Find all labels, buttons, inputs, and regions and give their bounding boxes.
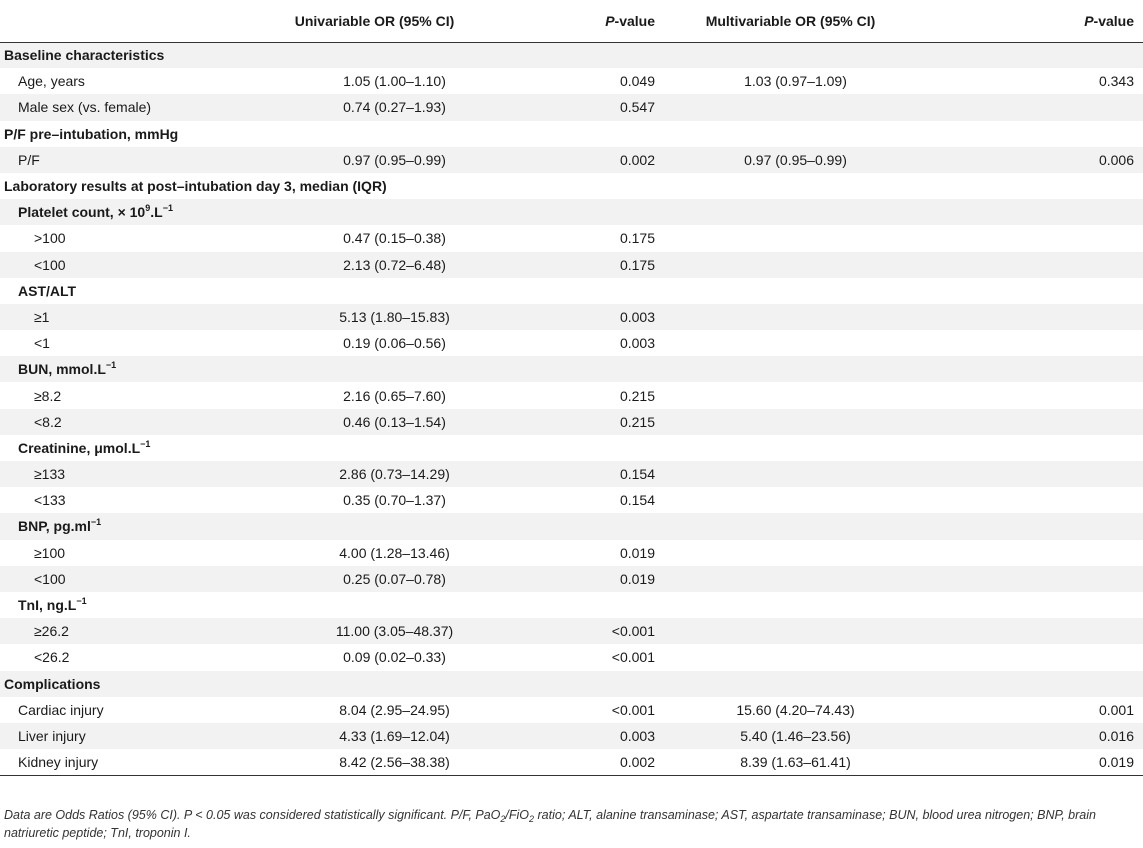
section-row-baseline [0,42,1143,68]
univariable-or-value: 2.16 (0.65–7.60) [343,387,446,404]
multivariable-or-value: 0.97 (0.95–0.99) [744,151,847,168]
univariable-or-value: 0.47 (0.15–0.38) [343,230,446,247]
univariable-or-value: 0.25 (0.07–0.78) [343,570,446,587]
header-p-italic: P [605,12,615,29]
row-label: >100 [34,230,66,247]
subsection-label-text: BNP, pg.ml [18,518,91,535]
univariable-or-value: 2.13 (0.72–6.48) [343,256,446,273]
univariable-or-value: 0.35 (0.70–1.37) [343,492,446,509]
univariable-p-value: 0.215 [619,413,655,430]
multivariable-or-value: 1.03 (0.97–1.09) [744,73,847,90]
subsection-label: AST/ALT [18,282,77,299]
multivariable-or-value: 5.40 (1.46–23.56) [740,727,851,744]
univariable-p-value: 0.003 [619,308,655,325]
univariable-p-value: 0.215 [619,387,655,404]
univariable-p-value: 0.154 [619,492,655,509]
univariable-p-value: 0.003 [619,727,655,744]
table-row-liver-injury [0,723,1143,749]
row-label: <8.2 [34,413,62,430]
header-p2-rest: -value [1093,12,1134,29]
row-label: <26.2 [34,649,70,666]
multivariable-p-value: 0.001 [1098,701,1134,718]
table-footnote [4,806,1139,842]
table-row-ast-ge1 [0,304,1143,330]
subsection-label [0,356,1143,382]
row-label: <100 [34,570,66,587]
table-row-ast-lt1 [0,330,1143,356]
univariable-or-value: 8.42 (2.56–38.38) [339,753,450,770]
table-row-bnp-ge100 [0,540,1143,566]
section-row-laboratory [0,173,1143,199]
row-label: P/F [18,151,40,168]
subsection-label [0,435,1143,461]
subsection-label-text: .L [150,204,163,221]
table-row-creatinine-ge133 [0,461,1143,487]
subsection-label [0,513,1143,539]
univariable-p-value: 0.049 [619,73,655,90]
header-univariable-or: Univariable OR (95% CI) [271,0,478,42]
univariable-p-value: 0.175 [619,230,655,247]
multivariable-p-value: 0.006 [1098,151,1134,168]
subsection-row-tni [0,592,1143,618]
row-label: Kidney injury [18,753,99,770]
univariable-or-value: 1.05 (1.00–1.10) [343,73,446,90]
section-label: Laboratory results at post–intubation day 3, median (IQR) [4,178,387,195]
footnote-text: Data are Odds Ratios (95% CI). P < 0.05 was considered statistically significant. P/F, PaO [4,808,501,822]
section-row-complications [0,671,1143,697]
row-label: ≥8.2 [34,387,62,404]
superscript: −1 [140,438,151,449]
univariable-p-value: 0.019 [619,570,655,587]
superscript: −1 [105,360,117,371]
section-label: Complications [4,675,101,692]
univariable-or-value: 0.09 (0.02–0.33) [343,649,446,666]
univariable-or-value: 5.13 (1.80–15.83) [339,308,450,325]
subscript: 2 [500,814,506,824]
row-label: <1 [34,335,50,352]
table-row-pf [0,147,1143,173]
row-label: <100 [34,256,66,273]
univariable-p-value: 0.175 [619,256,655,273]
univariable-or-value: 11.00 (3.05–48.37) [335,623,454,640]
row-label: Age, years [18,73,85,90]
multivariable-or-value: 8.39 (1.63–61.41) [740,753,851,770]
header-p-rest: -value [614,12,655,29]
subsection-row-platelet [0,199,1143,225]
subsection-label-text: Creatinine, μmol.L [18,439,141,456]
table-row-platelet-gt100 [0,225,1143,251]
section-row-pf [0,121,1143,147]
univariable-or-value: 4.00 (1.28–13.46) [339,544,450,561]
univariable-or-value: 0.74 (0.27–1.93) [343,99,446,116]
univariable-p-value: 0.002 [619,753,655,770]
section-label: P/F pre–intubation, mmHg [4,125,179,142]
subsection-label-text: BUN, mmol.L [18,361,106,378]
univariable-p-value: 0.019 [619,544,655,561]
row-label: ≥100 [34,544,66,561]
table-row-age [0,68,1143,94]
superscript: 9 [145,203,151,214]
table-row-kidney-injury [0,749,1143,775]
univariable-p-value: 0.547 [619,99,655,116]
table-row-creatinine-lt133 [0,487,1143,513]
superscript: −1 [90,517,102,528]
header-univariable-p [478,0,663,42]
table-row-platelet-lt100 [0,252,1143,278]
univariable-p-value: 0.003 [619,335,655,352]
subsection-label-text: TnI, ng.L [18,597,77,614]
univariable-or-value: 2.86 (0.73–14.29) [339,466,450,483]
univariable-or-value: 0.97 (0.95–0.99) [343,151,446,168]
multivariable-p-value: 0.019 [1098,753,1134,770]
multivariable-p-value: 0.343 [1098,73,1134,90]
table-header-row [0,0,1143,42]
table-row-cardiac-injury [0,697,1143,723]
header-p2-italic: P [1084,12,1094,29]
subsection-label-text: Platelet count, × 10 [18,204,146,221]
subsection-row-ast-alt [0,278,1143,304]
table-row-bnp-lt100 [0,566,1143,592]
univariable-p-value: <0.001 [611,649,655,666]
subsection-label [0,592,1143,618]
header-multivariable-p [918,0,1143,42]
subsection-row-bun [0,356,1143,382]
univariable-or-value: 8.04 (2.95–24.95) [339,701,450,718]
table-row-tni-ge26 [0,618,1143,644]
row-label: ≥26.2 [34,623,69,640]
row-label: Liver injury [18,727,86,744]
univariable-p-value: <0.001 [611,623,655,640]
header-variable [0,0,271,42]
row-label: Cardiac injury [18,701,104,718]
univariable-or-value: 0.46 (0.13–1.54) [343,413,446,430]
row-label: Male sex (vs. female) [18,99,152,116]
univariable-or-value: 0.19 (0.06–0.56) [343,335,446,352]
subscript: 2 [529,814,535,824]
univariable-p-value: 0.002 [619,151,655,168]
row-label: ≥133 [34,466,66,483]
superscript: −1 [76,596,87,607]
row-label: <133 [34,492,66,509]
row-label: ≥1 [34,308,50,325]
univariable-p-value: <0.001 [611,701,655,718]
table-row-tni-lt26 [0,644,1143,670]
table-row-bun-ge8 [0,382,1143,408]
subsection-row-creatinine [0,435,1143,461]
subsection-label [0,199,1143,225]
univariable-or-value: 4.33 (1.69–12.04) [339,727,450,744]
superscript: −1 [162,203,173,214]
subsection-row-bnp [0,513,1143,539]
multivariable-p-value: 0.016 [1098,727,1134,744]
section-label: Baseline characteristics [4,47,165,64]
univariable-p-value: 0.154 [619,466,655,483]
footnote-text: /FiO [505,808,530,822]
table-row-bun-lt8 [0,409,1143,435]
footnote-text: ratio; ALT, alanine transaminase; AST, aspartate transaminase; BUN, blood urea nitrogen; BNP, brain natriuretic peptide; TnI, troponin I. [4,808,1096,840]
table-row-male-sex [0,94,1143,120]
multivariable-or-value: 15.60 (4.20–74.43) [736,701,855,718]
header-multivariable-or: Multivariable OR (95% CI) [663,0,918,42]
